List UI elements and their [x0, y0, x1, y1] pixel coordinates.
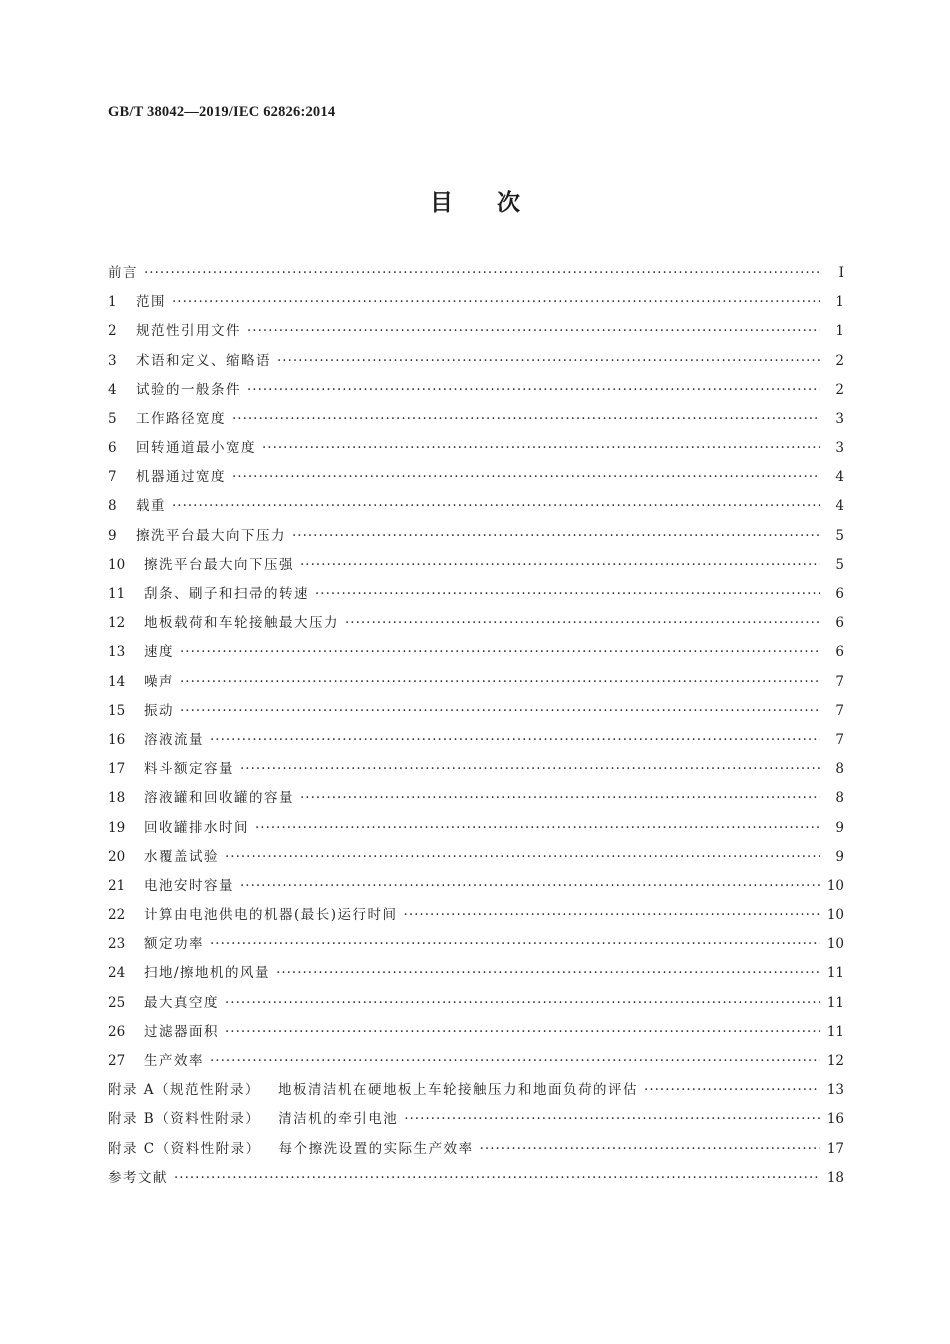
toc-entry-number: 23 — [108, 936, 126, 953]
toc-entry[interactable] — [108, 755, 844, 784]
toc-entry[interactable] — [108, 1047, 844, 1076]
toc-entry[interactable] — [108, 1135, 844, 1164]
toc-leader-dots — [300, 784, 820, 813]
toc-entry-page: 4 — [835, 469, 844, 486]
toc-entry-page: 6 — [835, 615, 844, 632]
toc-entry-title: 范围 — [136, 294, 166, 311]
toc-entry[interactable] — [108, 989, 844, 1018]
toc-leader-dots — [225, 989, 820, 1018]
toc-entry[interactable] — [108, 259, 844, 288]
toc-entry-page: 17 — [826, 1140, 844, 1157]
toc-entry-label — [136, 463, 226, 492]
toc-leader-dots — [225, 1018, 820, 1047]
toc-entry[interactable] — [108, 463, 844, 492]
toc-entry-number: 27 — [108, 1053, 126, 1070]
toc-entry-title: 附录 C（资料性附录） — [108, 1140, 261, 1157]
toc-entry-label — [144, 989, 219, 1018]
toc-entry-page: 2 — [835, 381, 844, 398]
toc-entry[interactable] — [108, 580, 844, 609]
toc-entry-number: 8 — [108, 498, 117, 515]
toc-entry-page: 4 — [835, 498, 844, 515]
toc-entry-label — [144, 609, 339, 638]
toc-entry-title: 试验的一般条件 — [136, 381, 241, 398]
toc-entry-page: 11 — [826, 994, 844, 1011]
toc-entry-number: 21 — [108, 877, 126, 894]
toc-leader-dots — [276, 959, 820, 988]
toc-entry-title: 噪声 — [144, 673, 174, 690]
toc-entry-subtitle: 每个擦洗设置的实际生产效率 — [278, 1140, 474, 1157]
toc-entry-label — [144, 1047, 204, 1076]
toc-entry-title: 料斗额定容量 — [144, 761, 234, 778]
toc-entry-page: 12 — [826, 1053, 844, 1070]
toc-entry-title: 附录 B（资料性附录） — [108, 1111, 261, 1128]
toc-entry-number: 18 — [108, 790, 126, 807]
toc-leader-dots — [180, 668, 820, 697]
toc-entry-title: 工作路径宽度 — [136, 410, 226, 427]
toc-entry-page: 8 — [835, 761, 844, 778]
toc-entry-title: 规范性引用文件 — [136, 323, 241, 340]
toc-leader-dots — [210, 930, 820, 959]
toc-entry-page: 18 — [826, 1169, 844, 1186]
toc-entry-title: 刮条、刷子和扫帚的转速 — [144, 586, 309, 603]
toc-entry-title: 生产效率 — [144, 1053, 204, 1070]
toc-entry-label — [136, 376, 241, 405]
toc-entry-page: 10 — [826, 907, 844, 924]
toc-entry-label — [144, 872, 234, 901]
toc-entry-label — [108, 1135, 474, 1164]
toc-leader-dots — [172, 288, 820, 317]
toc-entry-title: 机器通过宽度 — [136, 469, 226, 486]
toc-entry-title: 附录 A（规范性附录） — [108, 1082, 261, 1099]
toc-entry[interactable] — [108, 1105, 844, 1134]
toc-entry-page: 6 — [835, 644, 844, 661]
toc-entry-page: 5 — [835, 556, 844, 573]
toc-leader-dots — [232, 463, 820, 492]
toc-entry-label — [108, 1164, 168, 1193]
toc-entry-label — [144, 784, 294, 813]
toc-leader-dots — [480, 1135, 820, 1164]
toc-leader-dots — [262, 434, 820, 463]
toc-entry-number: 15 — [108, 702, 126, 719]
toc-entry-number: 7 — [108, 469, 117, 486]
toc-entry[interactable] — [108, 843, 844, 872]
toc-entry-label — [144, 697, 174, 726]
toc-leader-dots — [404, 901, 820, 930]
toc-entry-label — [144, 814, 249, 843]
toc-entry-label — [144, 843, 219, 872]
toc-entry-title: 振动 — [144, 702, 174, 719]
toc-entry[interactable] — [108, 405, 844, 434]
toc-entry-number: 9 — [108, 527, 117, 544]
toc-entry[interactable] — [108, 434, 844, 463]
toc-entry[interactable] — [108, 522, 844, 551]
toc-entry-label — [108, 1076, 638, 1105]
toc-entry[interactable] — [108, 317, 844, 346]
toc-entry-title: 水覆盖试验 — [144, 848, 219, 865]
toc-entry-label — [144, 1018, 219, 1047]
toc-entry-label — [144, 580, 309, 609]
toc-entry-subtitle: 清洁机的牵引电池 — [278, 1111, 399, 1128]
toc-entry-label — [136, 317, 241, 346]
toc-entry-page: 10 — [826, 877, 844, 894]
toc-leader-dots — [277, 347, 820, 376]
toc-entry-label — [136, 434, 256, 463]
toc-entry-label — [136, 522, 286, 551]
toc-entry[interactable] — [108, 901, 844, 930]
toc-leader-dots — [240, 755, 820, 784]
toc-entry-number: 12 — [108, 615, 126, 632]
toc-entry-number: 13 — [108, 644, 126, 661]
toc-entry-page: 11 — [826, 965, 844, 982]
toc-entry[interactable] — [108, 638, 844, 667]
toc-entry-label — [136, 288, 166, 317]
toc-leader-dots — [144, 259, 820, 288]
toc-leader-dots — [174, 1164, 820, 1193]
toc-entry-title: 溶液罐和回收罐的容量 — [144, 790, 294, 807]
toc-entry-number: 16 — [108, 731, 126, 748]
toc-entry-number: 6 — [108, 440, 117, 457]
toc-entry-title: 计算由电池供电的机器(最长)运行时间 — [144, 907, 398, 924]
toc-entry-label — [144, 638, 174, 667]
toc-leader-dots — [315, 580, 820, 609]
toc-entry-page: 16 — [826, 1111, 844, 1128]
toc-entry-label — [136, 405, 226, 434]
toc-entry-title: 溶液流量 — [144, 731, 204, 748]
toc-entry-title: 电池安时容量 — [144, 877, 234, 894]
toc-entry-label — [144, 930, 204, 959]
toc-leader-dots — [172, 492, 820, 521]
toc-entry[interactable] — [108, 1076, 844, 1105]
toc-entry-number: 5 — [108, 410, 117, 427]
toc-entry[interactable] — [108, 493, 844, 522]
toc-entry-page: 13 — [826, 1082, 844, 1099]
toc-entry[interactable] — [108, 551, 844, 580]
toc-leader-dots — [404, 1105, 820, 1134]
toc-entry-page: 8 — [835, 790, 844, 807]
toc-entry[interactable] — [108, 872, 844, 901]
toc-entry-title: 参考文献 — [108, 1169, 168, 1186]
toc-entry-number: 4 — [108, 381, 117, 398]
standard-code: GB/T 38042—2019/IEC 62826:2014 — [108, 104, 336, 120]
toc-entry[interactable] — [108, 814, 844, 843]
toc-leader-dots — [247, 376, 820, 405]
toc-entry-page: 7 — [835, 702, 844, 719]
toc-leader-dots — [240, 872, 820, 901]
toc-entry-title: 回收罐排水时间 — [144, 819, 249, 836]
toc-leader-dots — [345, 609, 820, 638]
toc-entry-number: 26 — [108, 1023, 126, 1040]
toc-entry-label — [108, 1105, 398, 1134]
toc-leader-dots — [255, 814, 820, 843]
toc-entry-number: 25 — [108, 994, 126, 1011]
toc-entry-page: 3 — [835, 410, 844, 427]
toc-leader-dots — [300, 551, 820, 580]
toc-entry-label — [144, 551, 294, 580]
toc-entry[interactable] — [108, 288, 844, 317]
toc-entry[interactable] — [108, 668, 844, 697]
toc-entry-page: 1 — [835, 323, 844, 340]
toc-entry-title: 额定功率 — [144, 936, 204, 953]
toc-leader-dots — [644, 1076, 820, 1105]
toc-entry-number: 10 — [108, 556, 126, 573]
toc-entry[interactable] — [108, 726, 844, 755]
toc-entry-page: 1 — [835, 294, 844, 311]
toc-entry[interactable] — [108, 347, 844, 376]
toc-entry-number: 19 — [108, 819, 126, 836]
toc-entry-number: 3 — [108, 352, 117, 369]
toc-entry-label — [144, 755, 234, 784]
toc-leader-dots — [180, 638, 820, 667]
toc-entry-title: 擦洗平台最大向下压强 — [144, 556, 294, 573]
toc-entry[interactable] — [108, 376, 844, 405]
toc-entry-page: 9 — [835, 819, 844, 836]
toc-entry-number: 14 — [108, 673, 126, 690]
page-title: 目次 — [430, 190, 564, 216]
toc-entry-page: Ⅰ — [838, 264, 844, 281]
toc-entry-number: 22 — [108, 907, 126, 924]
toc-entry-page: 9 — [835, 848, 844, 865]
toc-entry-title: 地板载荷和车轮接触最大压力 — [144, 615, 339, 632]
toc-entry-page: 5 — [835, 527, 844, 544]
toc-entry-page: 7 — [835, 673, 844, 690]
toc-entry[interactable] — [108, 609, 844, 638]
toc-entry-label — [136, 347, 271, 376]
toc-entry-title: 回转通道最小宽度 — [136, 440, 256, 457]
toc-entry-label — [108, 259, 138, 288]
toc-entry-title: 术语和定义、缩略语 — [136, 352, 271, 369]
toc-leader-dots — [232, 405, 820, 434]
toc-entry[interactable] — [108, 930, 844, 959]
toc-leader-dots — [225, 843, 820, 872]
toc-entry-title: 扫地/擦地机的风量 — [144, 965, 271, 982]
toc-leader-dots — [292, 522, 820, 551]
toc-entry-title: 速度 — [144, 644, 174, 661]
toc-entry-page: 6 — [835, 586, 844, 603]
toc-entry-number: 1 — [108, 294, 117, 311]
toc-entry[interactable] — [108, 697, 844, 726]
toc-entry-number: 24 — [108, 965, 126, 982]
toc-entry-title: 最大真空度 — [144, 994, 219, 1011]
toc-entry-subtitle: 地板清洁机在硬地板上车轮接触压力和地面负荷的评估 — [278, 1082, 639, 1099]
toc-entry-title: 过滤器面积 — [144, 1023, 219, 1040]
toc-entry-title: 前言 — [108, 264, 138, 281]
toc-entry[interactable] — [108, 960, 844, 989]
toc-entry[interactable] — [108, 1164, 844, 1193]
toc-entry-label — [144, 959, 270, 988]
toc-leader-dots — [210, 726, 820, 755]
toc-entry-label — [136, 492, 166, 521]
toc-entry-title: 擦洗平台最大向下压力 — [136, 527, 286, 544]
toc-entry-page: 7 — [835, 731, 844, 748]
toc-leader-dots — [180, 697, 820, 726]
toc-entry-page: 10 — [826, 936, 844, 953]
toc-leader-dots — [210, 1047, 820, 1076]
toc-entry-number: 20 — [108, 848, 126, 865]
toc-entry-page: 11 — [826, 1023, 844, 1040]
toc-entry-page: 2 — [835, 352, 844, 369]
toc-entry[interactable] — [108, 1018, 844, 1047]
toc-entry-page: 3 — [835, 440, 844, 457]
toc-entry-title: 载重 — [136, 498, 166, 515]
toc-entry-label — [144, 901, 398, 930]
table-of-contents — [108, 259, 844, 1193]
toc-entry-number: 17 — [108, 761, 126, 778]
toc-entry-number: 2 — [108, 323, 117, 340]
toc-entry-label — [144, 668, 174, 697]
toc-entry-label — [144, 726, 204, 755]
toc-leader-dots — [247, 317, 820, 346]
toc-entry[interactable] — [108, 784, 844, 813]
toc-entry-number: 11 — [108, 586, 126, 603]
